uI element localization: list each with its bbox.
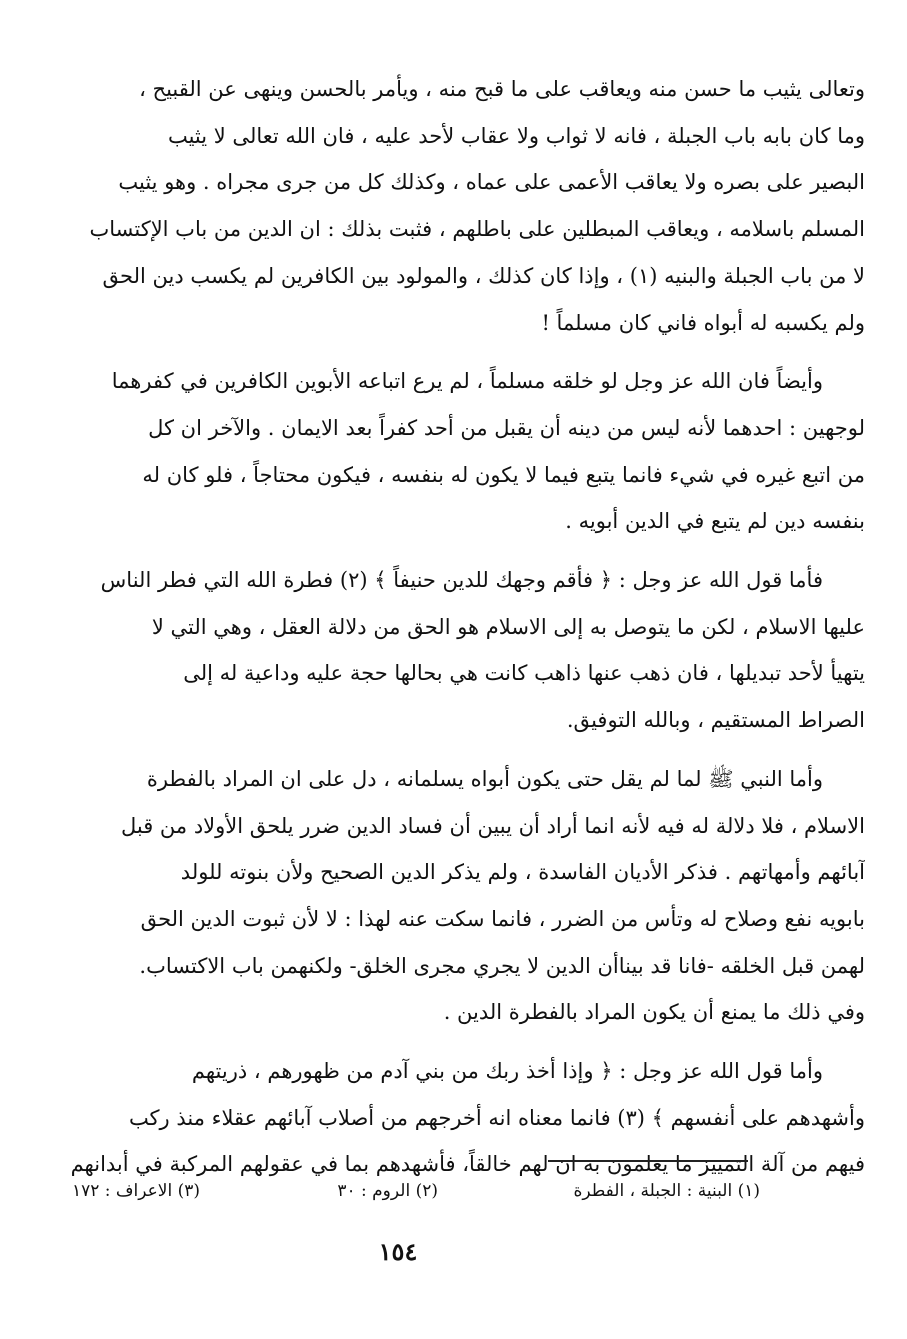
paragraph-5 [40, 1048, 865, 1188]
text-line: الاسلام ، فلا دلالة له فيه لأنه انما أراد أن يبين أن فساد الدين ضرر يلحق الأولاد من قبل [120, 813, 865, 838]
footnote-1: (١) البنية : الجبلة ، الفطرة [573, 1181, 760, 1201]
paragraph-2 [40, 358, 865, 545]
text-line: لا من باب الجبلة والبنيه (١) ، وإذا كان كذلك ، والمولود بين الكافرين لم يكسب دين الحق [102, 263, 865, 288]
footnote-2: (٢) الروم : ٣٠ [337, 1181, 438, 1201]
text-line: لوجهين : احدهما لأنه ليس من دينه أن يقبل من أحد كفراً بعد الايمان . والآخر ان كل [148, 415, 865, 440]
text-line: وأشهدهم على أنفسهم ﴾ (٣) فانما معناه انه أخرجهم من أصلاب آبائهم عقلاء منذ ركب [128, 1105, 865, 1130]
page-number: ١٥٤ [378, 1237, 418, 1266]
text-line: وفي ذلك ما يمنع أن يكون المراد بالفطرة الدين . [443, 1000, 865, 1025]
text-line: بنفسه دين لم يتبع في الدين أبويه . [565, 509, 865, 534]
text-line: الصراط المستقيم ، وبالله التوفيق. [566, 708, 865, 733]
footnotes [60, 1176, 760, 1206]
text-line: من اتبع غيره في شيء فانما يتبع فيما لا يكون له بنفسه ، فيكون محتاجاً ، فلو كان له [142, 462, 865, 487]
text-line: بابويه نفع وصلاح له وتأس من الضرر ، فانما سكت عنه لهذا : لا لأن ثبوت الدين الحق [140, 906, 865, 931]
text-line: عليها الاسلام ، لكن ما يتوصل به إلى الاسلام هو الحق من دلالة العقل ، وهي التي لا [151, 614, 865, 639]
text-line: البصير على بصره ولا يعاقب الأعمى على عماه ، وكذلك كل من جرى مجراه . وهو يثيب [118, 170, 865, 195]
text-line: وتعالى يثيب ما حسن منه ويعاقب على ما قبح منه ، ويأمر بالحسن وينهى عن القبيح ، [139, 77, 865, 101]
text-line: المسلم باسلامه ، ويعاقب المبطلين على باطلهم ، فثبت بذلك : ان الدين من باب الإكتساب [89, 217, 865, 242]
body-text [40, 66, 865, 1188]
paragraph-1 [40, 66, 865, 346]
text-line: وأيضاً فان الله عز وجل لو خلقه مسلماً ، لم يرع اتباعه الأبوين الكافرين في كفرهما [111, 369, 823, 394]
text-line: ولم يكسبه له أبواه فاني كان مسلماً ! [541, 310, 865, 335]
text-line: آبائهم وأمهاتهم . فذكر الأديان الفاسدة ، ولم يذكر الدين الصحيح ولأن بنوته للولد [180, 860, 865, 885]
text-line: وأما النبي ﷺ لما لم يقل حتى يكون أبواه يسلمانه ، دل على ان المراد بالفطرة [146, 766, 823, 791]
text-line: لهمن قبل الخلقه -فانا قد بيناأن الدين لا يجري مجرى الخلق- ولكنهمن باب الاكتساب. [139, 953, 865, 978]
text-line: فأما قول الله عز وجل : ﴿ فأقم وجهك للدين حنيفاً ﴾ (٢) فطرة الله التي فطر الناس [100, 568, 823, 593]
text-line: يتهيأ لأحد تبديلها ، فان ذهب عنها ذاهب كانت هي بحالها حجة عليه وداعية له إلى [183, 661, 865, 686]
paragraph-3 [40, 557, 865, 744]
paragraph-4 [40, 756, 865, 1036]
text-line: وأما قول الله عز وجل : ﴿ وإذا أخذ ربك من بني آدم من ظهورهم ، ذريتهم [191, 1059, 823, 1084]
text-line: فيهم من آلة التمييز ما يعلمون به ان لهم خالقاً، فأشهدهم بما في عقولهم المركبة في أبدانهم [70, 1152, 865, 1177]
footnote-divider [548, 1160, 748, 1162]
footnote-3: (٣) الاعراف : ١٧٢ [71, 1181, 200, 1201]
text-line: وما كان بابه باب الجبلة ، فانه لا ثواب ولا عقاب لأحد عليه ، فان الله تعالى لا يثيب [167, 123, 865, 148]
